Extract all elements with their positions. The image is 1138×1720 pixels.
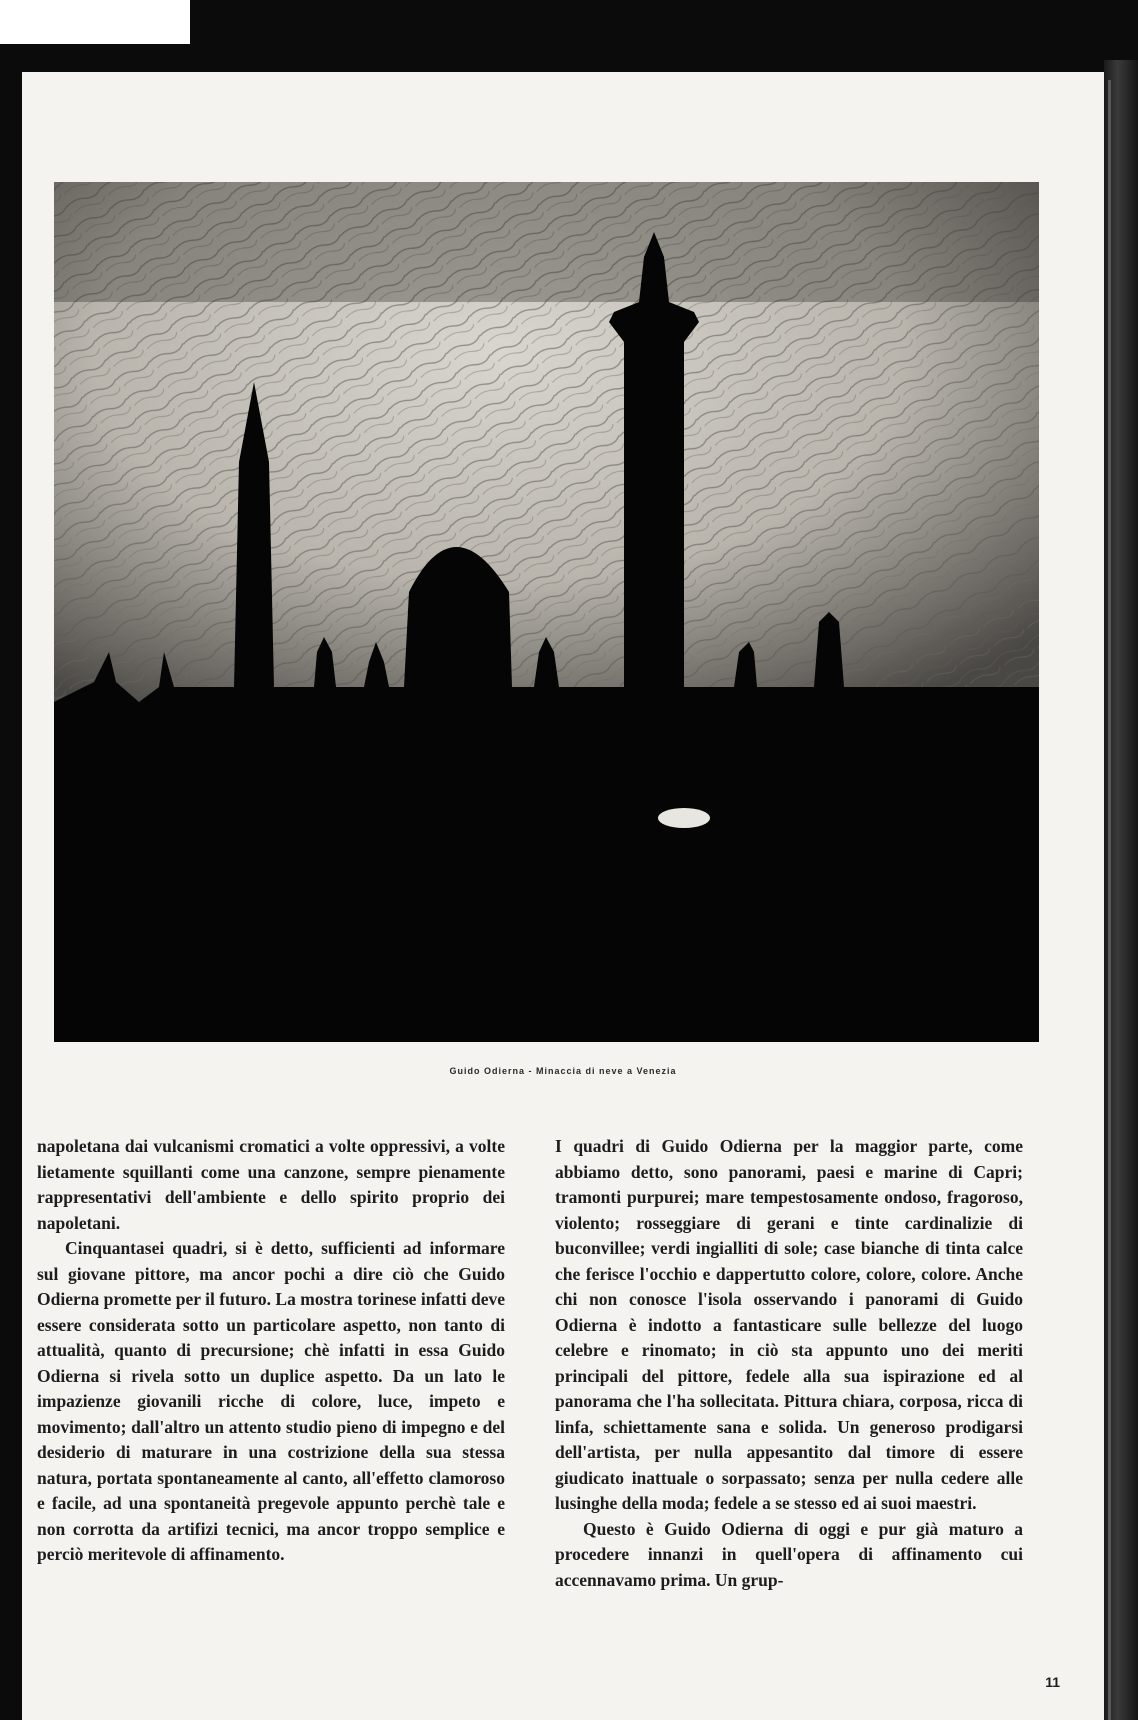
paragraph: Cinquantasei quadri, si è detto, sufficienti ad informare sul giovane pittore, ma ancor pochi a dire ciò che Guido Odierna promette per il futuro. La mostra torinese infatti deve essere considerata sotto un particolare aspetto, non tanto di attualità, quanto di precursione; chè infatti in essa Guido Odierna si rivela sotto un duplice aspetto. Da un lato le impazienze giovanili ricche di colore, luce, impeto e movimento; dall'altro un attento studio pieno di impegno e del desiderio di maturare in una costrizione della sua stessa natura, portata spontaneamente al canto, all'effetto clamoroso e facile, ad una spontaneità pregevole appunto perchè tale e non corrotta da artifizi tecnici, ma ancor troppo semplice e perciò meritevole di affinamento. xyxy=(37,1238,505,1564)
page-edge xyxy=(1108,80,1111,1720)
text-column-right xyxy=(555,1134,1023,1593)
page-number: 11 xyxy=(1045,1674,1060,1690)
paragraph: I quadri di Guido Odierna per la maggior parte, come abbiamo detto, sono panorami, paesi e marine di Capri; tramonti purpurei; mare tempestosamente ondoso, fragoroso, violento; rosseggiare di gerani e tinte cardinalizie di buconvillee; verdi ingialliti di sole; case bianche di tinta calce che ferisce l'occhio e dappertutto colore, colore, colore. Anche chi non conosce l'isola osservando i panorami di Guido Odierna è indotto a fantasticare sulle bellezze del luogo celebre e rinomato; in ciò sta appunto uno dei meriti principali del pittore, fedele alla sua ispirazione ed al panorama che l'ha sollecitata. Pittura chiara, corposa, ricca di linfa, schiettamente sana e solida. Un generoso prodigarsi dell'artista, per nulla appesantito dal timore di essere giudicato inattuale o sorpassato; senza per nulla cedere alle lusinghe della moda; fedele a se stesso ed ai suoi maestri. xyxy=(555,1136,1023,1513)
text-column-left xyxy=(37,1134,505,1568)
figure-caption: Guido Odierna - Minaccia di neve a Venezia xyxy=(449,1066,677,1076)
paragraph: Questo è Guido Odierna di oggi e pur già maturo a procedere innanzi in quell'opera di affinamento cui accennavamo prima. Un grup- xyxy=(555,1518,1023,1590)
light-reflection xyxy=(658,808,710,828)
scan-corner xyxy=(0,0,190,44)
painting-reproduction xyxy=(54,182,1039,1042)
paragraph: napoletana dai vulcanismi cromatici a volte oppressivi, a volte lietamente squillanti come una canzone, sempre pienamente rappresentativi dell'ambiente e dello spirito proprio dei napoletani. xyxy=(37,1136,505,1233)
magazine-page xyxy=(22,72,1104,1720)
venice-skyline-painting xyxy=(54,182,1039,1042)
